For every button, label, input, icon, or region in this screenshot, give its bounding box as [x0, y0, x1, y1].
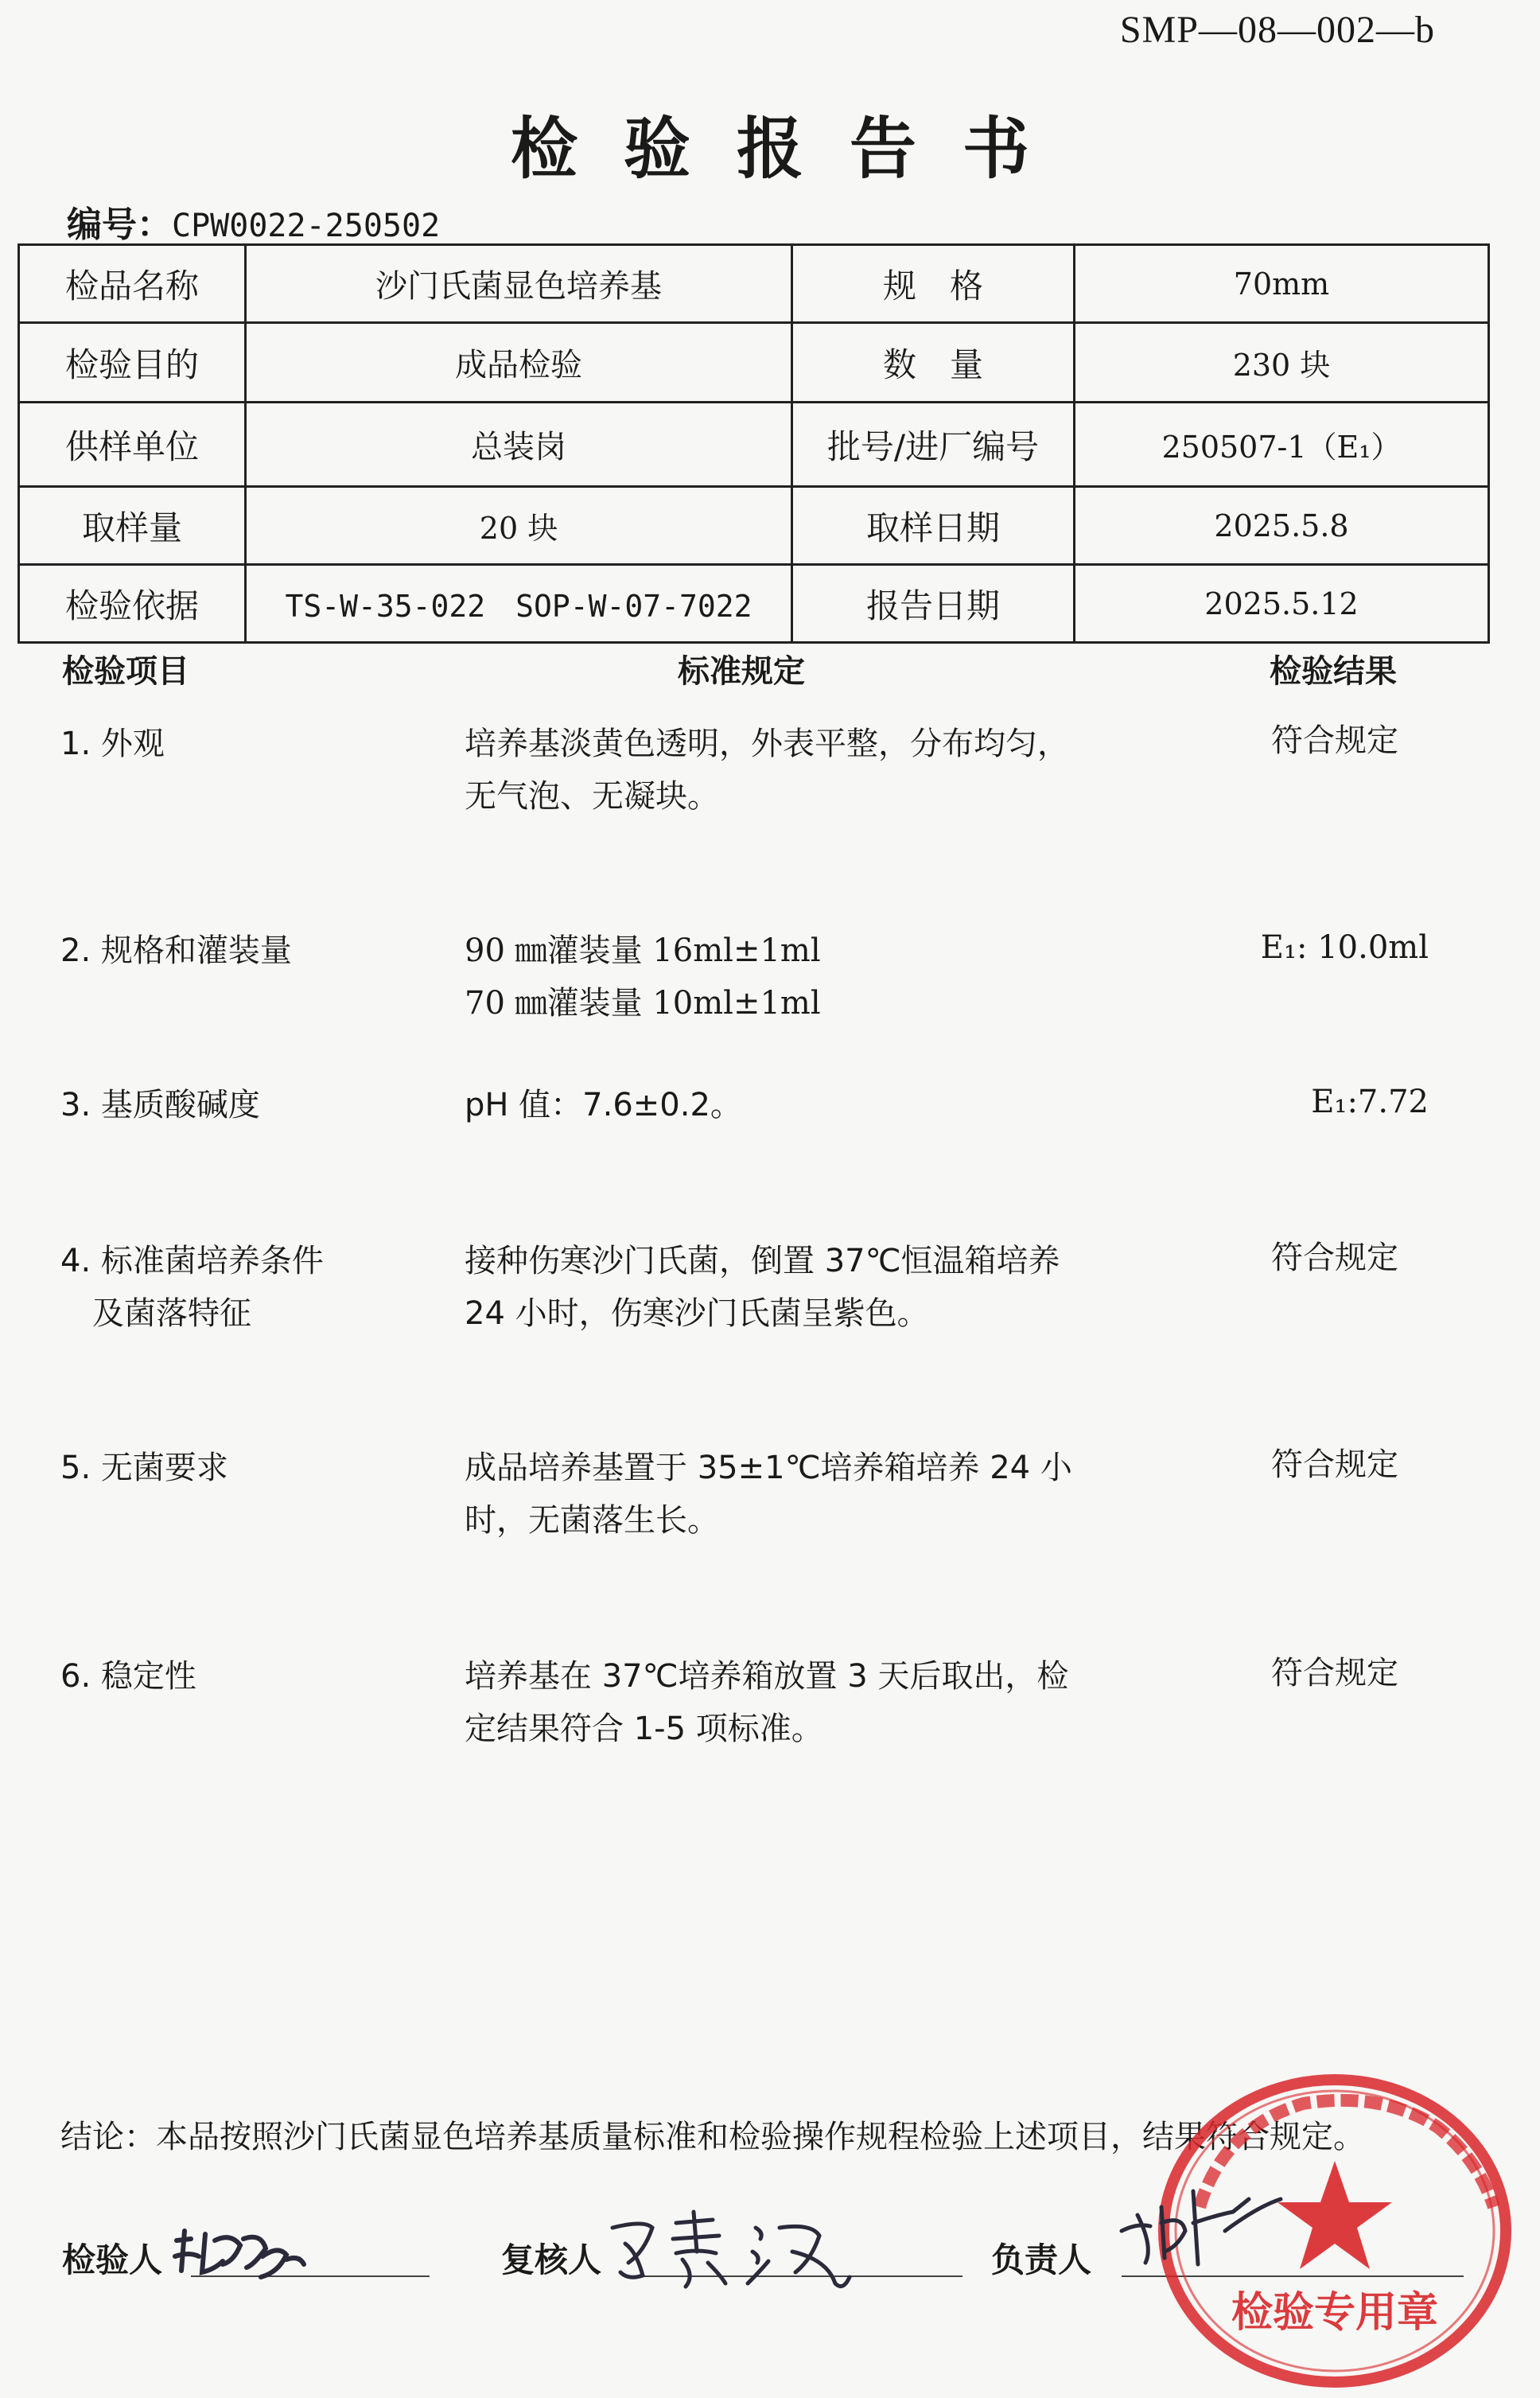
inspector-signature [167, 2217, 310, 2288]
item-standard [465, 1442, 1117, 1547]
standard-line: 70 ㎜灌装量 10ml±1ml [465, 985, 821, 1022]
standard-line: 接种伤寒沙门氏菌，倒置 37℃恒温箱培养 [465, 1243, 1060, 1279]
item-name: 2. 规格和灌装量 [60, 932, 292, 969]
standard-line: 时，无菌落生长。 [465, 1502, 719, 1539]
standard-line: 成品培养基置于 35±1℃培养箱培养 24 小 [465, 1450, 1072, 1486]
standard-line: 24 小时，伤寒沙门氏菌呈紫色。 [465, 1295, 929, 1332]
info-row [19, 403, 1489, 487]
serial-value: CPW0022-250502 [172, 208, 441, 244]
standard-line: 无气泡、无凝块。 [465, 778, 719, 815]
info-table [18, 243, 1490, 644]
item-name-line: 及菌落特征 [60, 1295, 251, 1332]
item-standard [465, 1079, 1117, 1131]
report-date-value: 2025.5.12 [1075, 565, 1489, 643]
seal-text: 检验专用章 [1231, 2289, 1439, 2337]
item-standard [465, 1650, 1117, 1755]
header-item: 检验项目 [62, 653, 189, 690]
basis-label: 检验依据 [19, 565, 246, 643]
info-row [19, 323, 1489, 403]
sample-date-value: 2025.5.8 [1075, 487, 1489, 565]
batch-label: 批号/进厂编号 [792, 403, 1075, 487]
item-name: 1. 外观 [60, 726, 165, 762]
info-row [19, 245, 1489, 323]
item-result: E₁: 10.0ml [1260, 929, 1429, 966]
header-standard: 标准规定 [678, 653, 805, 690]
page-title: 检验报告书 [510, 109, 1075, 188]
quantity-value: 230 块 [1075, 323, 1489, 403]
standard-line: pH 值：7.6±0.2。 [465, 1087, 742, 1123]
reviewer-label: 复核人 [501, 2240, 602, 2279]
purpose-value: 成品检验 [246, 323, 792, 403]
item-name: 3. 基质酸碱度 [60, 1087, 260, 1123]
manager-signature [1106, 2175, 1297, 2279]
supplier-label: 供样单位 [19, 403, 246, 487]
batch-value: 250507-1（E₁） [1075, 403, 1489, 487]
info-row [19, 487, 1489, 565]
basis-value: TS-W-35-022 SOP-W-07-7022 [246, 565, 792, 643]
item-result: 符合规定 [1271, 1655, 1398, 1691]
spec-value: 70mm [1075, 245, 1489, 323]
item-result: E₁:7.72 [1311, 1084, 1429, 1120]
item-standard [465, 925, 1117, 1030]
item-result: 符合规定 [1271, 722, 1398, 759]
spec-label: 规 格 [792, 245, 1075, 323]
item-name-line: 4. 标准菌培养条件 [60, 1243, 324, 1279]
sample-amount-value: 20 块 [246, 487, 792, 565]
item-result: 符合规定 [1271, 1446, 1398, 1483]
standard-line: 90 ㎜灌装量 16ml±1ml [465, 932, 821, 969]
info-row [19, 565, 1489, 643]
item-standard [465, 1235, 1117, 1340]
item-name: 5. 无菌要求 [60, 1450, 228, 1486]
quantity-label: 数 量 [792, 323, 1075, 403]
conclusion: 结论：本品按照沙门氏菌显色培养基质量标准和检验操作规程检验上述项目，结果符合规定。 [60, 2119, 1365, 2155]
item-name: 6. 稳定性 [60, 1658, 196, 1695]
document-code: SMP—08—002—b [1119, 9, 1435, 51]
sample-date-label: 取样日期 [792, 487, 1075, 565]
manager-label: 负责人 [991, 2240, 1092, 2279]
sample-name-value: 沙门氏菌显色培养基 [246, 245, 792, 323]
purpose-label: 检验目的 [19, 323, 246, 403]
inspector-label: 检验人 [62, 2240, 163, 2279]
reviewer-signature [597, 2204, 867, 2299]
item-name [60, 1235, 324, 1340]
item-result: 符合规定 [1271, 1240, 1398, 1276]
serial-number [67, 196, 440, 247]
serial-label: 编号： [67, 204, 172, 245]
supplier-value: 总装岗 [246, 403, 792, 487]
sample-amount-label: 取样量 [19, 487, 246, 565]
standard-line: 定结果符合 1-5 项标准。 [465, 1711, 823, 1747]
standard-line: 培养基在 37℃培养箱放置 3 天后取出，检 [465, 1658, 1069, 1695]
item-standard [465, 718, 1117, 823]
standard-line: 培养基淡黄色透明，外表平整，分布均匀， [465, 726, 1069, 762]
header-result: 检验结果 [1270, 653, 1397, 690]
sample-name-label: 检品名称 [19, 245, 246, 323]
report-date-label: 报告日期 [792, 565, 1075, 643]
